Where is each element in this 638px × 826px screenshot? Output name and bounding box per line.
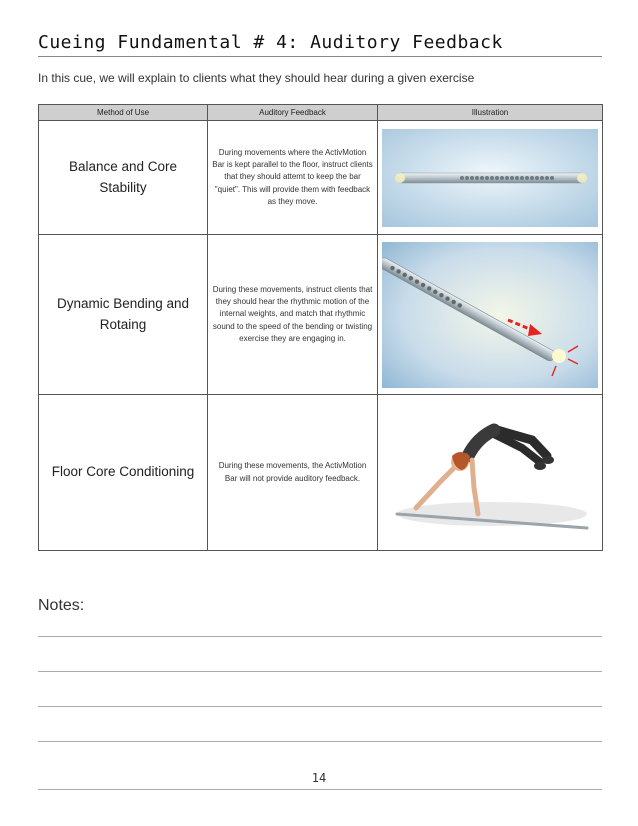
illustration-cell — [378, 121, 603, 235]
note-line — [38, 741, 602, 742]
column-header-feedback: Auditory Feedback — [208, 105, 378, 121]
footer-divider — [38, 789, 602, 790]
page-number: 14 — [311, 771, 327, 785]
note-line — [38, 636, 602, 637]
feedback-cell: During these movements, instruct clients that they should hear the rhythmic motion of the internal weights, and match that rhythmic sound to the speed of the bending or twisting exercise they are engaging in. — [208, 235, 378, 395]
illustration-cell — [378, 395, 603, 551]
method-cell: Balance and Core Stability — [39, 121, 208, 235]
intro-text: In this cue, we will explain to clients what they should hear during a given exercise — [38, 71, 475, 85]
floor-exercise-illustration — [382, 410, 598, 536]
title-divider — [38, 56, 602, 57]
feedback-cell: During movements where the ActivMotion Bar is kept parallel to the floor, instruct clients that they should attemt to keep the bar "quiet". This will provide them with feedback as they move. — [208, 121, 378, 235]
note-line — [38, 671, 602, 672]
column-header-illustration: Illustration — [378, 105, 603, 121]
table-row — [39, 121, 603, 235]
illustration-cell — [378, 235, 603, 395]
tilted-bar-illustration — [382, 242, 598, 388]
column-header-method: Method of Use — [39, 105, 208, 121]
method-cell: Dynamic Bending and Rotaing — [39, 235, 208, 395]
cue-table — [38, 104, 603, 551]
method-cell: Floor Core Conditioning — [39, 395, 208, 551]
table-header-row — [39, 105, 603, 121]
note-line — [38, 706, 602, 707]
page-title: Cueing Fundamental # 4: Auditory Feedback — [38, 32, 503, 53]
notes-label: Notes: — [38, 597, 85, 614]
table-row — [39, 395, 603, 551]
feedback-cell: During these movements, the ActivMotion Bar will not provide auditory feedback. — [208, 395, 378, 551]
table-row — [39, 235, 603, 395]
horizontal-bar-illustration — [382, 129, 598, 227]
